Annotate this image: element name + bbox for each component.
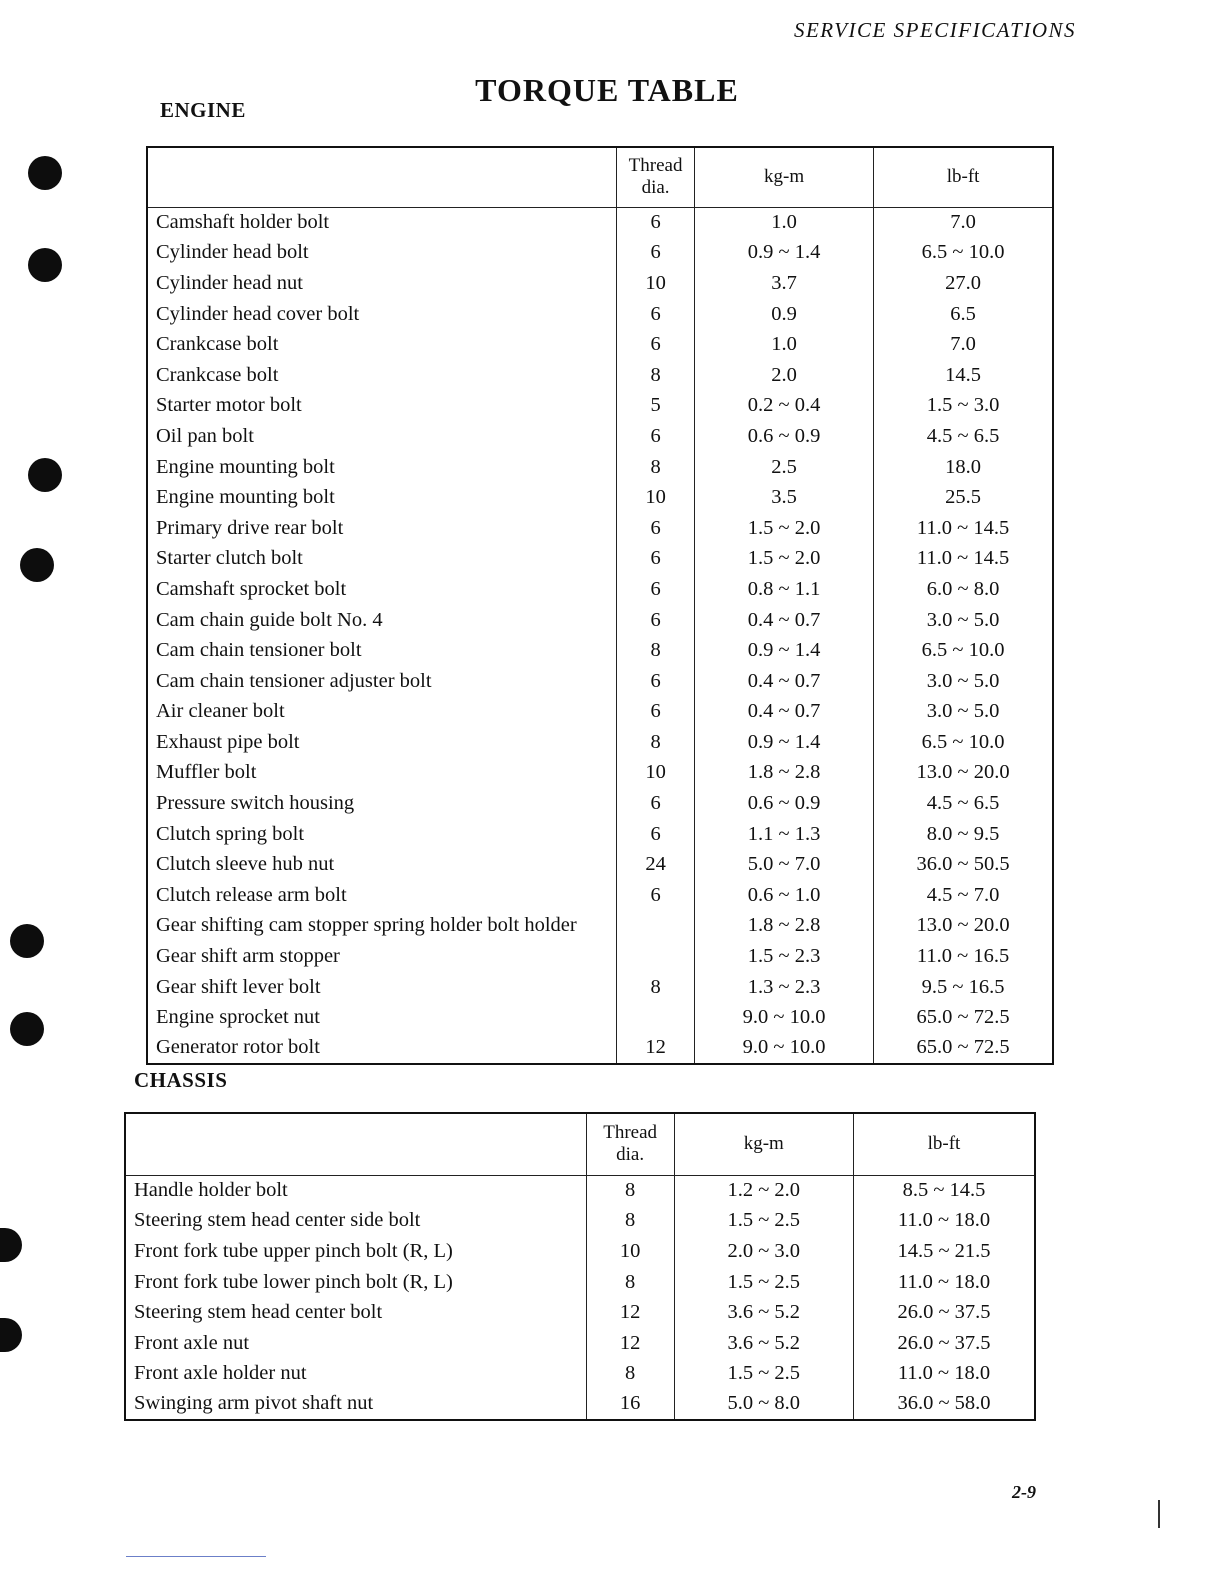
thread-dia: 12 — [617, 1033, 695, 1064]
table-row — [125, 1267, 1035, 1298]
table-row — [147, 299, 1053, 330]
torque-kgm: 3.6 ~ 5.2 — [674, 1297, 853, 1328]
table-row — [125, 1359, 1035, 1390]
torque-lbft: 13.0 ~ 20.0 — [874, 758, 1053, 789]
torque-lbft: 8.5 ~ 14.5 — [853, 1175, 1035, 1206]
table-row — [147, 972, 1053, 1003]
torque-lbft: 1.5 ~ 3.0 — [874, 391, 1053, 422]
torque-kgm: 0.6 ~ 0.9 — [695, 421, 874, 452]
torque-kgm: 0.4 ~ 0.7 — [695, 697, 874, 728]
table-row — [125, 1389, 1035, 1420]
torque-lbft: 25.5 — [874, 482, 1053, 513]
punch-hole — [10, 924, 44, 958]
item-name: Front axle holder nut — [134, 1362, 307, 1385]
torque-lbft: 3.0 ~ 5.0 — [874, 666, 1053, 697]
thread-dia: 6 — [617, 605, 695, 636]
torque-lbft: 65.0 ~ 72.5 — [874, 1033, 1053, 1064]
punch-hole — [28, 248, 62, 282]
torque-lbft: 13.0 ~ 20.0 — [874, 911, 1053, 942]
punch-hole — [20, 548, 54, 582]
torque-lbft: 4.5 ~ 6.5 — [874, 421, 1053, 452]
item-name: Air cleaner bolt — [156, 700, 285, 723]
item-name: Clutch sleeve hub nut — [156, 853, 335, 876]
item-name: Front fork tube upper pinch bolt (R, L) — [134, 1239, 453, 1262]
table-header-row — [125, 1113, 1035, 1175]
torque-kgm: 1.1 ~ 1.3 — [695, 819, 874, 850]
table-row — [125, 1297, 1035, 1328]
table-row — [125, 1175, 1035, 1206]
table-row — [147, 635, 1053, 666]
item-name: Generator rotor bolt — [156, 1036, 320, 1059]
thread-dia: 8 — [617, 727, 695, 758]
table-row — [147, 697, 1053, 728]
torque-kgm: 1.0 — [695, 329, 874, 360]
thread-dia: 8 — [617, 635, 695, 666]
torque-kgm: 1.5 ~ 2.5 — [674, 1206, 853, 1237]
thread-dia: 10 — [617, 482, 695, 513]
thread-dia: 5 — [617, 391, 695, 422]
table-row — [147, 329, 1053, 360]
punch-hole — [0, 1228, 22, 1262]
chassis-torque-table — [124, 1112, 1036, 1421]
torque-kgm: 2.5 — [695, 452, 874, 483]
item-name: Exhaust pipe bolt — [156, 730, 300, 753]
lbft-column-header: lb-ft — [874, 147, 1053, 207]
torque-lbft: 3.0 ~ 5.0 — [874, 697, 1053, 728]
thread-dia: 16 — [586, 1389, 674, 1420]
item-name: Engine mounting bolt — [156, 455, 335, 478]
kgm-column-header: kg-m — [695, 147, 874, 207]
table-row — [147, 482, 1053, 513]
torque-kgm: 2.0 — [695, 360, 874, 391]
punch-hole — [28, 156, 62, 190]
thread-dia: 10 — [586, 1236, 674, 1267]
item-name: Oil pan bolt — [156, 424, 254, 447]
thread-dia — [617, 941, 695, 972]
torque-lbft: 8.0 ~ 9.5 — [874, 819, 1053, 850]
torque-lbft: 6.5 — [874, 299, 1053, 330]
thread-dia: 6 — [617, 329, 695, 360]
table-row — [147, 788, 1053, 819]
thread-dia: 8 — [586, 1267, 674, 1298]
item-name: Engine mounting bolt — [156, 486, 335, 509]
torque-lbft: 7.0 — [874, 207, 1053, 238]
engine-label: ENGINE — [160, 98, 246, 122]
torque-kgm: 0.2 ~ 0.4 — [695, 391, 874, 422]
thread-dia — [617, 1002, 695, 1033]
thread-dia: 6 — [617, 697, 695, 728]
table-row — [147, 574, 1053, 605]
torque-lbft: 6.0 ~ 8.0 — [874, 574, 1053, 605]
torque-kgm: 0.4 ~ 0.7 — [695, 605, 874, 636]
torque-lbft: 6.5 ~ 10.0 — [874, 635, 1053, 666]
thread-column-header: Thread dia. — [617, 147, 695, 207]
item-name: Starter motor bolt — [156, 394, 302, 417]
table-row — [147, 1033, 1053, 1064]
torque-lbft: 4.5 ~ 7.0 — [874, 880, 1053, 911]
torque-lbft: 9.5 ~ 16.5 — [874, 972, 1053, 1003]
item-name: Crankcase bolt — [156, 333, 279, 356]
torque-lbft: 26.0 ~ 37.5 — [853, 1328, 1035, 1359]
torque-lbft: 3.0 ~ 5.0 — [874, 605, 1053, 636]
thread-dia: 12 — [586, 1297, 674, 1328]
torque-kgm: 9.0 ~ 10.0 — [695, 1033, 874, 1064]
item-name: Swinging arm pivot shaft nut — [134, 1392, 374, 1415]
torque-kgm: 0.9 ~ 1.4 — [695, 635, 874, 666]
chassis-label: CHASSIS — [134, 1068, 228, 1092]
item-column-header — [147, 147, 617, 207]
table-row — [147, 421, 1053, 452]
item-name: Cam chain tensioner bolt — [156, 639, 362, 662]
table-row — [125, 1206, 1035, 1237]
table-row — [147, 1002, 1053, 1033]
item-name: Cam chain guide bolt No. 4 — [156, 608, 383, 631]
item-column-header — [125, 1113, 586, 1175]
torque-lbft: 6.5 ~ 10.0 — [874, 238, 1053, 269]
torque-kgm: 5.0 ~ 8.0 — [674, 1389, 853, 1420]
table-row — [147, 819, 1053, 850]
thread-dia: 8 — [617, 972, 695, 1003]
torque-kgm: 1.5 ~ 2.0 — [695, 544, 874, 575]
table-row — [147, 391, 1053, 422]
thread-dia: 6 — [617, 788, 695, 819]
thread-dia: 8 — [586, 1206, 674, 1237]
torque-kgm: 2.0 ~ 3.0 — [674, 1236, 853, 1267]
torque-lbft: 36.0 ~ 58.0 — [853, 1389, 1035, 1420]
thread-dia: 6 — [617, 513, 695, 544]
thread-dia: 6 — [617, 880, 695, 911]
item-name: Crankcase bolt — [156, 363, 279, 386]
torque-lbft: 11.0 ~ 18.0 — [853, 1267, 1035, 1298]
table-row — [125, 1328, 1035, 1359]
torque-kgm: 1.0 — [695, 207, 874, 238]
item-name: Pressure switch housing — [156, 792, 355, 815]
torque-kgm: 1.8 ~ 2.8 — [695, 758, 874, 789]
torque-lbft: 14.5 — [874, 360, 1053, 391]
torque-kgm: 3.5 — [695, 482, 874, 513]
item-name: Front fork tube lower pinch bolt (R, L) — [134, 1270, 453, 1293]
table-row — [147, 544, 1053, 575]
item-name: Clutch release arm bolt — [156, 883, 347, 906]
torque-lbft: 65.0 ~ 72.5 — [874, 1002, 1053, 1033]
item-name: Cam chain tensioner adjuster bolt — [156, 669, 432, 692]
torque-lbft: 18.0 — [874, 452, 1053, 483]
item-name: Cylinder head bolt — [156, 241, 309, 264]
item-name: Camshaft sprocket bolt — [156, 577, 347, 600]
torque-kgm: 5.0 ~ 7.0 — [695, 849, 874, 880]
torque-kgm: 0.6 ~ 0.9 — [695, 788, 874, 819]
item-name: Cylinder head cover bolt — [156, 302, 360, 325]
thread-dia: 6 — [617, 666, 695, 697]
item-name: Clutch spring bolt — [156, 822, 305, 845]
item-name: Starter clutch bolt — [156, 547, 303, 570]
torque-kgm: 0.9 — [695, 299, 874, 330]
table-row — [147, 727, 1053, 758]
thread-dia: 6 — [617, 574, 695, 605]
thread-dia: 24 — [617, 849, 695, 880]
table-row — [147, 911, 1053, 942]
divider — [126, 1556, 266, 1557]
item-name: Cylinder head nut — [156, 271, 303, 294]
thread-dia: 8 — [586, 1359, 674, 1390]
torque-kgm: 3.7 — [695, 268, 874, 299]
item-name: Primary drive rear bolt — [156, 516, 344, 539]
engine-table-body — [147, 207, 1053, 1064]
table-row — [147, 605, 1053, 636]
table-row — [147, 513, 1053, 544]
table-row — [147, 666, 1053, 697]
torque-lbft: 36.0 ~ 50.5 — [874, 849, 1053, 880]
table-row — [147, 452, 1053, 483]
page-number: 2-9 — [1012, 1482, 1036, 1502]
thread-dia: 6 — [617, 819, 695, 850]
table-row — [147, 880, 1053, 911]
torque-kgm: 0.4 ~ 0.7 — [695, 666, 874, 697]
table-row — [147, 941, 1053, 972]
torque-kgm: 1.8 ~ 2.8 — [695, 911, 874, 942]
thread-dia: 6 — [617, 299, 695, 330]
torque-lbft: 27.0 — [874, 268, 1053, 299]
torque-lbft: 11.0 ~ 14.5 — [874, 544, 1053, 575]
punch-hole — [0, 1318, 22, 1352]
item-name: Front axle nut — [134, 1331, 250, 1354]
torque-kgm: 1.5 ~ 2.5 — [674, 1359, 853, 1390]
torque-kgm: 9.0 ~ 10.0 — [695, 1002, 874, 1033]
torque-kgm: 1.2 ~ 2.0 — [674, 1175, 853, 1206]
item-name: Gear shift arm stopper — [156, 945, 340, 968]
table-row — [147, 758, 1053, 789]
thread-dia: 12 — [586, 1328, 674, 1359]
torque-kgm: 1.5 ~ 2.3 — [695, 941, 874, 972]
kgm-column-header: kg-m — [674, 1113, 853, 1175]
thread-dia: 8 — [586, 1175, 674, 1206]
thread-dia: 8 — [617, 452, 695, 483]
item-name: Steering stem head center side bolt — [134, 1209, 421, 1232]
thread-dia: 6 — [617, 238, 695, 269]
torque-lbft: 7.0 — [874, 329, 1053, 360]
torque-lbft: 26.0 ~ 37.5 — [853, 1297, 1035, 1328]
torque-lbft: 11.0 ~ 18.0 — [853, 1359, 1035, 1390]
torque-lbft: 6.5 ~ 10.0 — [874, 727, 1053, 758]
engine-torque-table — [146, 146, 1054, 1065]
torque-lbft: 4.5 ~ 6.5 — [874, 788, 1053, 819]
table-header-row — [147, 147, 1053, 207]
thread-dia: 6 — [617, 544, 695, 575]
item-name: Muffler bolt — [156, 761, 257, 784]
thread-dia: 10 — [617, 268, 695, 299]
thread-dia: 10 — [617, 758, 695, 789]
chassis-table-body — [125, 1175, 1035, 1420]
punch-hole — [28, 458, 62, 492]
page-title-text: TORQUE TABLE — [475, 72, 739, 108]
item-name: Camshaft holder bolt — [156, 211, 330, 234]
table-row — [147, 849, 1053, 880]
torque-lbft: 11.0 ~ 18.0 — [853, 1206, 1035, 1237]
item-name: Gear shift lever bolt — [156, 975, 321, 998]
section-header: SERVICE SPECIFICATIONS — [793, 18, 1076, 42]
item-name: Gear shifting cam stopper spring holder bolt holder — [156, 914, 577, 937]
torque-kgm: 1.3 ~ 2.3 — [695, 972, 874, 1003]
lbft-column-header: lb-ft — [853, 1113, 1035, 1175]
torque-kgm: 0.9 ~ 1.4 — [695, 238, 874, 269]
item-name: Handle holder bolt — [134, 1179, 288, 1202]
torque-lbft: 14.5 ~ 21.5 — [853, 1236, 1035, 1267]
divider — [1158, 1500, 1160, 1528]
table-row — [147, 207, 1053, 238]
thread-dia: 6 — [617, 421, 695, 452]
thread-dia: 6 — [617, 207, 695, 238]
torque-lbft: 11.0 ~ 16.5 — [874, 941, 1053, 972]
torque-kgm: 0.9 ~ 1.4 — [695, 727, 874, 758]
punch-hole — [10, 1012, 44, 1046]
table-row — [147, 268, 1053, 299]
torque-kgm: 1.5 ~ 2.0 — [695, 513, 874, 544]
thread-column-header: Thread dia. — [586, 1113, 674, 1175]
item-name: Engine sprocket nut — [156, 1006, 320, 1029]
torque-kgm: 1.5 ~ 2.5 — [674, 1267, 853, 1298]
table-row — [147, 238, 1053, 269]
torque-kgm: 0.8 ~ 1.1 — [695, 574, 874, 605]
torque-kgm: 3.6 ~ 5.2 — [674, 1328, 853, 1359]
table-row — [125, 1236, 1035, 1267]
item-name: Steering stem head center bolt — [134, 1301, 383, 1324]
thread-dia — [617, 911, 695, 942]
torque-kgm: 0.6 ~ 1.0 — [695, 880, 874, 911]
table-row — [147, 360, 1053, 391]
thread-dia: 8 — [617, 360, 695, 391]
torque-lbft: 11.0 ~ 14.5 — [874, 513, 1053, 544]
